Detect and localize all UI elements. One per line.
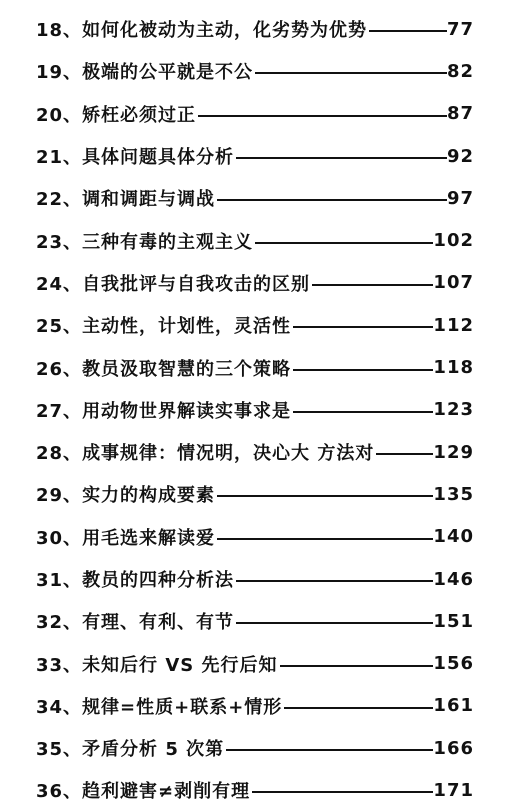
page-number: 97 (446, 187, 474, 209)
entry-number: 34、 (36, 696, 83, 718)
leader-line (236, 622, 433, 624)
toc-entry-22 (36, 177, 474, 219)
entry-title: 如何化被动为主动，化劣势为优势 (82, 20, 368, 42)
leader-line (236, 580, 433, 582)
leader-line (284, 707, 433, 709)
entry-number: 29、 (36, 485, 83, 507)
toc-entry-20 (36, 93, 474, 135)
entry-title: 有理、有利、有节 (82, 612, 235, 634)
toc-entry-27 (36, 389, 474, 431)
leader-line (252, 791, 433, 793)
entry-number: 25、 (36, 316, 83, 338)
leader-line (280, 665, 434, 667)
page-number: 107 (433, 272, 474, 294)
entry-title: 调和调距与调战 (82, 189, 216, 211)
page-number: 151 (433, 610, 474, 632)
page-number: 102 (433, 230, 474, 252)
page-number: 135 (433, 483, 474, 505)
leader-line (369, 30, 447, 32)
toc-entry-18 (36, 8, 474, 50)
entry-title: 教员的四种分析法 (82, 570, 235, 591)
entry-number: 24、 (36, 273, 83, 295)
toc-entry-31 (36, 558, 474, 600)
leader-line (293, 326, 433, 328)
page-number: 140 (433, 526, 474, 548)
page-number: 166 (433, 737, 474, 759)
toc-entry-24 (36, 262, 474, 304)
entry-number: 27、 (36, 400, 83, 422)
page-number: 146 (433, 568, 474, 590)
entry-number: 26、 (36, 358, 83, 380)
page-number: 82 (446, 60, 474, 82)
entry-number: 19、 (36, 62, 83, 84)
entry-number: 23、 (36, 231, 83, 253)
entry-number: 20、 (36, 104, 83, 126)
entry-number: 30、 (36, 527, 83, 549)
entry-title: 规律=性质+联系+情形 (82, 696, 283, 718)
toc-entry-36 (36, 769, 474, 811)
page-number: 156 (433, 653, 474, 675)
toc-entry-35 (36, 727, 474, 769)
page-number: 112 (433, 314, 474, 336)
entry-number: 33、 (36, 654, 83, 676)
entry-title: 未知后行 VS 先行后知 (82, 654, 278, 676)
leader-line (293, 411, 433, 413)
leader-line (198, 115, 447, 117)
toc-entry-30 (36, 516, 474, 558)
page-number: 118 (433, 357, 474, 379)
entry-title: 矛盾分析 5 次第 (82, 739, 225, 761)
entry-number: 31、 (36, 570, 83, 591)
toc-entry-26 (36, 346, 474, 388)
page-number: 92 (446, 145, 474, 167)
toc-entry-28 (36, 431, 474, 473)
toc-entry-21 (36, 135, 474, 177)
entry-number: 21、 (36, 147, 83, 169)
entry-title: 自我批评与自我攻击的区别 (82, 273, 311, 295)
toc-entry-32 (36, 600, 474, 642)
entry-title: 用毛选来解读爱 (82, 527, 216, 549)
entry-number: 32、 (36, 612, 83, 634)
page-number: 77 (446, 18, 474, 40)
leader-line (217, 199, 447, 201)
entry-number: 36、 (36, 781, 83, 803)
toc-entry-25 (36, 304, 474, 346)
entry-title: 成事规律：情况明，决心大 方法对 (82, 443, 375, 465)
entry-title: 极端的公平就是不公 (82, 62, 254, 84)
toc-entry-23 (36, 219, 474, 261)
leader-line (255, 242, 433, 244)
entry-title: 实力的构成要素 (82, 485, 216, 507)
leader-line (255, 72, 447, 74)
page-number: 171 (433, 779, 474, 801)
leader-line (293, 369, 433, 371)
page-number: 129 (433, 441, 474, 463)
toc-entry-34 (36, 685, 474, 727)
toc-entry-33 (36, 642, 474, 684)
leader-line (376, 453, 433, 455)
leader-line (217, 538, 433, 540)
entry-title: 矫枉必须过正 (82, 104, 197, 126)
entry-number: 35、 (36, 739, 83, 761)
entry-number: 22、 (36, 189, 83, 211)
entry-title: 用动物世界解读实事求是 (82, 400, 292, 422)
entry-number: 18、 (36, 20, 83, 42)
leader-line (236, 157, 447, 159)
entry-title: 三种有毒的主观主义 (82, 231, 254, 253)
page-number: 161 (433, 695, 474, 717)
leader-line (226, 749, 433, 751)
entry-title: 主动性，计划性，灵活性 (82, 316, 292, 338)
entry-number: 28、 (36, 443, 83, 465)
leader-line (217, 495, 433, 497)
leader-line (312, 284, 433, 286)
table-of-contents (36, 8, 474, 812)
page-number: 87 (446, 103, 474, 125)
toc-entry-29 (36, 473, 474, 515)
entry-title: 教员汲取智慧的三个策略 (82, 358, 292, 380)
toc-entry-19 (36, 50, 474, 92)
page-number: 123 (433, 399, 474, 421)
entry-title: 趋利避害≠剥削有理 (82, 781, 251, 803)
entry-title: 具体问题具体分析 (82, 147, 235, 169)
